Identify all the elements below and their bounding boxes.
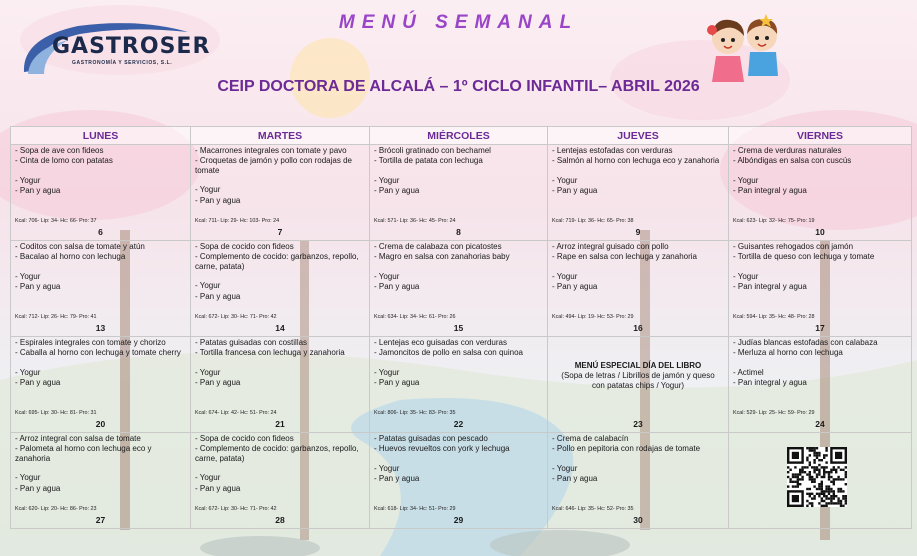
dish-item: - Espirales integrales con tomate y chorizo (15, 338, 166, 347)
dish-item: - Patatas guisadas con pescado (374, 434, 488, 443)
extra-item: - Yogur (195, 367, 221, 377)
day-cell (548, 145, 729, 241)
dish-item: - Palometa al horno con lechuga eco y zanahoria (15, 444, 152, 463)
extra-item: - Pan y agua (15, 483, 61, 493)
dish-item: - Coditos con salsa de tomate y atún (15, 242, 145, 251)
extra-item: - Pan y agua (374, 282, 420, 292)
day-cell (548, 337, 729, 433)
day-cell-content (370, 145, 547, 240)
dish-item: - Caballa al horno con lechuga y tomate cherry (15, 348, 181, 358)
extra-item: - Pan y agua (195, 195, 241, 205)
dish-item: - Judías blancas estofadas con calabaza (733, 338, 878, 347)
day-cell-content (548, 145, 728, 240)
day-cell-content (191, 433, 369, 528)
weekday-header: MARTES (191, 127, 370, 145)
dish-item: - Huevos revueltos con york y lechuga (374, 444, 510, 454)
dish-item: - Patatas guisadas con costillas (195, 338, 308, 347)
dish-item: - Pollo en pepitoria con rodajas de tomate (552, 444, 701, 454)
dish-item: - Tortilla francesa con lechuga y zanahoria (195, 348, 345, 358)
extra-item: - Pan y agua (195, 378, 241, 388)
nutrition-info: Kcal: 672- Lip: 30- Hc: 71- Pro: 42 (195, 506, 277, 512)
extra-item: - Yogur (733, 271, 759, 281)
extra-item: - Yogur (195, 185, 221, 195)
extra-item: - Pan y agua (374, 186, 420, 196)
extra-item: - Pan y agua (552, 186, 598, 196)
day-number: 16 (633, 323, 643, 333)
extra-item: - Yogur (374, 175, 400, 185)
day-cell (11, 241, 191, 337)
dish-item: - Rape en salsa con lechuga y zanahoria (552, 252, 697, 262)
extra-item: - Pan y agua (552, 474, 598, 484)
day-cell-content (11, 145, 190, 240)
week-row (11, 433, 912, 529)
extra-item: - Pan y agua (15, 186, 61, 196)
extra-item: - Pan y agua (195, 291, 241, 301)
qr-code-icon[interactable] (787, 447, 847, 507)
weekly-menu-table (10, 126, 912, 529)
day-number: 29 (453, 515, 464, 525)
nutrition-info: Kcal: 711- Lip: 29- Hc: 103- Pro: 24 (195, 218, 280, 224)
weekday-header: JUEVES (548, 127, 729, 145)
day-cell-content (370, 337, 547, 432)
extra-item: - Pan integral y agua (733, 186, 807, 196)
nutrition-info: Kcal: 712- Lip: 26- Hc: 79- Pro: 41 (15, 314, 97, 320)
day-number: 17 (815, 323, 825, 333)
nutrition-info: Kcal: 695- Lip: 30- Hc: 81- Pro: 31 (15, 410, 97, 416)
day-cell-content (11, 337, 190, 432)
dish-item: - Sopa de ave con fideos (15, 146, 104, 155)
page-title: MENÚ SEMANAL (338, 12, 579, 33)
nutrition-info: Kcal: 672- Lip: 30- Hc: 71- Pro: 42 (195, 314, 277, 320)
children-illustration-icon (696, 10, 792, 90)
weekday-header: LUNES (11, 127, 191, 145)
dish-item: - Tortilla de patata con lechuga (374, 156, 483, 166)
extra-item: - Pan y agua (195, 483, 241, 493)
extra-item: - Yogur (15, 175, 41, 185)
special-menu-title: MENÚ ESPECIAL DÍA DEL LIBRO (574, 361, 702, 370)
day-cell (370, 433, 548, 529)
day-cell (11, 337, 191, 433)
day-cell (729, 433, 912, 529)
day-cell-content (191, 145, 369, 240)
dish-item: - Magro en salsa con zanahorias baby (374, 252, 510, 262)
extra-item: - Actimel (733, 367, 764, 377)
dish-item: - Brócoli gratinado con bechamel (374, 146, 491, 155)
nutrition-info: Kcal: 618- Lip: 34- Hc: 51- Pro: 29 (374, 506, 456, 512)
dish-item: - Arroz integral guisado con pollo (552, 242, 669, 251)
extra-item: - Yogur (552, 271, 578, 281)
extra-item: - Pan integral y agua (733, 282, 807, 292)
day-cell (370, 337, 548, 433)
day-cell-content (729, 145, 911, 240)
dish-item: - Jamoncitos de pollo en salsa con quinoa (374, 348, 523, 358)
day-cell (370, 145, 548, 241)
extra-item: - Yogur (552, 463, 578, 473)
extra-item: - Yogur (15, 367, 41, 377)
extra-item: - Yogur (15, 271, 41, 281)
logo-tagline: GASTRONOMÍA Y SERVICIOS, S.L. (72, 60, 173, 66)
day-cell (11, 145, 191, 241)
extra-item: - Pan y agua (374, 474, 420, 484)
day-number: 22 (453, 419, 464, 429)
dish-item: - Croquetas de jamón y pollo con rodajas de tomate (195, 156, 352, 175)
day-cell (370, 241, 548, 337)
day-number: 13 (95, 323, 106, 333)
dish-item: - Macarrones integrales con tomate y pavo (195, 146, 347, 155)
nutrition-info: Kcal: 706- Lip: 34- Hc: 66- Pro: 37 (15, 218, 97, 224)
week-row (11, 145, 912, 241)
dish-item: - Guisantes rehogados con jamón (733, 242, 854, 251)
extra-item: - Pan y agua (552, 282, 598, 292)
dish-item: - Sopa de cocido con fideos (195, 434, 294, 443)
day-cell (729, 241, 912, 337)
day-cell-content (548, 337, 728, 432)
day-number: 7 (277, 227, 283, 237)
weekday-header: VIERNES (729, 127, 912, 145)
logo-name: GASTROSER (52, 34, 211, 59)
day-cell (191, 433, 370, 529)
day-number: 20 (95, 419, 106, 429)
extra-item: - Yogur (15, 473, 41, 483)
day-cell (191, 145, 370, 241)
week-row (11, 337, 912, 433)
extra-item: - Yogur (733, 175, 759, 185)
extra-item: - Yogur (374, 271, 400, 281)
day-cell-content (11, 433, 190, 528)
day-number: 21 (275, 419, 285, 429)
nutrition-info: Kcal: 623- Lip: 32- Hc: 75- Pro: 19 (733, 218, 815, 224)
special-menu-text: (Sopa de letras / Librillos de jamón y queso con patatas chips / Yogur) (561, 371, 715, 390)
dish-item: - Crema de calabacín (552, 434, 629, 443)
extra-item: - Pan y agua (15, 282, 61, 292)
day-cell (191, 337, 370, 433)
dish-item: - Sopa de cocido con fideos (195, 242, 294, 251)
weekday-header: MIÉRCOLES (370, 127, 548, 145)
day-number: 14 (275, 323, 285, 333)
day-cell-content (191, 241, 369, 336)
extra-item: - Yogur (552, 175, 578, 185)
dish-item: - Bacalao al horno con lechuga (15, 252, 126, 262)
dish-item: - Complemento de cocido: garbanzos, repollo, carne, patata) (195, 252, 359, 271)
nutrition-info: Kcal: 719- Lip: 36- Hc: 65- Pro: 38 (552, 218, 634, 224)
day-cell-content (729, 241, 911, 336)
dish-item: - Albóndigas en salsa con cuscús (733, 156, 852, 166)
dish-item: - Complemento de cocido: garbanzos, repollo, carne, patata) (195, 444, 359, 463)
extra-item: - Pan integral y agua (733, 378, 807, 388)
nutrition-info: Kcal: 594- Lip: 35- Hc: 48- Pro: 28 (733, 314, 815, 320)
extra-item: - Pan y agua (374, 378, 420, 388)
day-cell-content (370, 433, 547, 528)
extra-item: - Yogur (374, 463, 400, 473)
day-number: 30 (633, 515, 643, 525)
nutrition-info: Kcal: 806- Lip: 35- Hc: 83- Pro: 35 (374, 410, 456, 416)
dish-item: - Tortilla de queso con lechuga y tomate (733, 252, 875, 262)
extra-item: - Pan y agua (15, 378, 61, 388)
weekday-header-row (11, 127, 912, 145)
dish-item: - Crema de calabaza con picatostes (374, 242, 502, 251)
nutrition-info: Kcal: 646- Lip: 35- Hc: 52- Pro: 35 (552, 506, 634, 512)
nutrition-info: Kcal: 494- Lip: 19- Hc: 53- Pro: 29 (552, 314, 634, 320)
dish-item: - Cinta de lomo con patatas (15, 156, 113, 166)
day-number: 9 (635, 227, 641, 237)
day-cell (548, 433, 729, 529)
day-cell (729, 337, 912, 433)
extra-item: - Yogur (195, 281, 221, 291)
dish-item: - Crema de verduras naturales (733, 146, 842, 155)
dish-item: - Lentejas estofadas con verduras (552, 146, 673, 155)
page-subtitle: CEIP DOCTORA DE ALCALÁ – 1º CICLO INFANTIL– ABRIL 2026 (217, 78, 700, 95)
day-cell (548, 241, 729, 337)
day-cell-content (191, 337, 369, 432)
day-number: 6 (98, 227, 103, 237)
day-cell-content (548, 241, 728, 336)
day-number: 28 (275, 515, 285, 525)
day-number: 24 (815, 419, 825, 429)
day-cell (191, 241, 370, 337)
week-row (11, 241, 912, 337)
dish-item: - Lentejas eco guisadas con verduras (374, 338, 507, 347)
day-number: 27 (95, 515, 106, 525)
nutrition-info: Kcal: 529- Lip: 25- Hc: 59- Pro: 29 (733, 410, 815, 416)
nutrition-info: Kcal: 620- Lip: 20- Hc: 86- Pro: 23 (15, 506, 97, 512)
day-cell-content (370, 241, 547, 336)
day-cell (11, 433, 191, 529)
day-number: 15 (453, 323, 464, 333)
dish-item: - Arroz integral con salsa de tomate (15, 434, 141, 443)
day-cell-content (548, 433, 728, 528)
extra-item: - Yogur (374, 367, 400, 377)
dish-item: - Merluza al horno con lechuga (733, 348, 843, 358)
day-cell-content (729, 433, 911, 528)
dish-item: - Salmón al horno con lechuga eco y zanahoria (552, 156, 720, 166)
day-number: 8 (456, 227, 461, 237)
nutrition-info: Kcal: 571- Lip: 36- Hc: 45- Pro: 24 (374, 218, 456, 224)
nutrition-info: Kcal: 634- Lip: 34- Hc: 61- Pro: 26 (374, 314, 456, 320)
nutrition-info: Kcal: 674- Lip: 42- Hc: 51- Pro: 24 (195, 410, 277, 416)
day-number: 10 (815, 227, 825, 237)
day-cell-content (729, 337, 911, 432)
special-menu (548, 361, 728, 391)
day-number: 23 (633, 419, 643, 429)
day-cell-content (11, 241, 190, 336)
day-cell (729, 145, 912, 241)
extra-item: - Yogur (195, 473, 221, 483)
